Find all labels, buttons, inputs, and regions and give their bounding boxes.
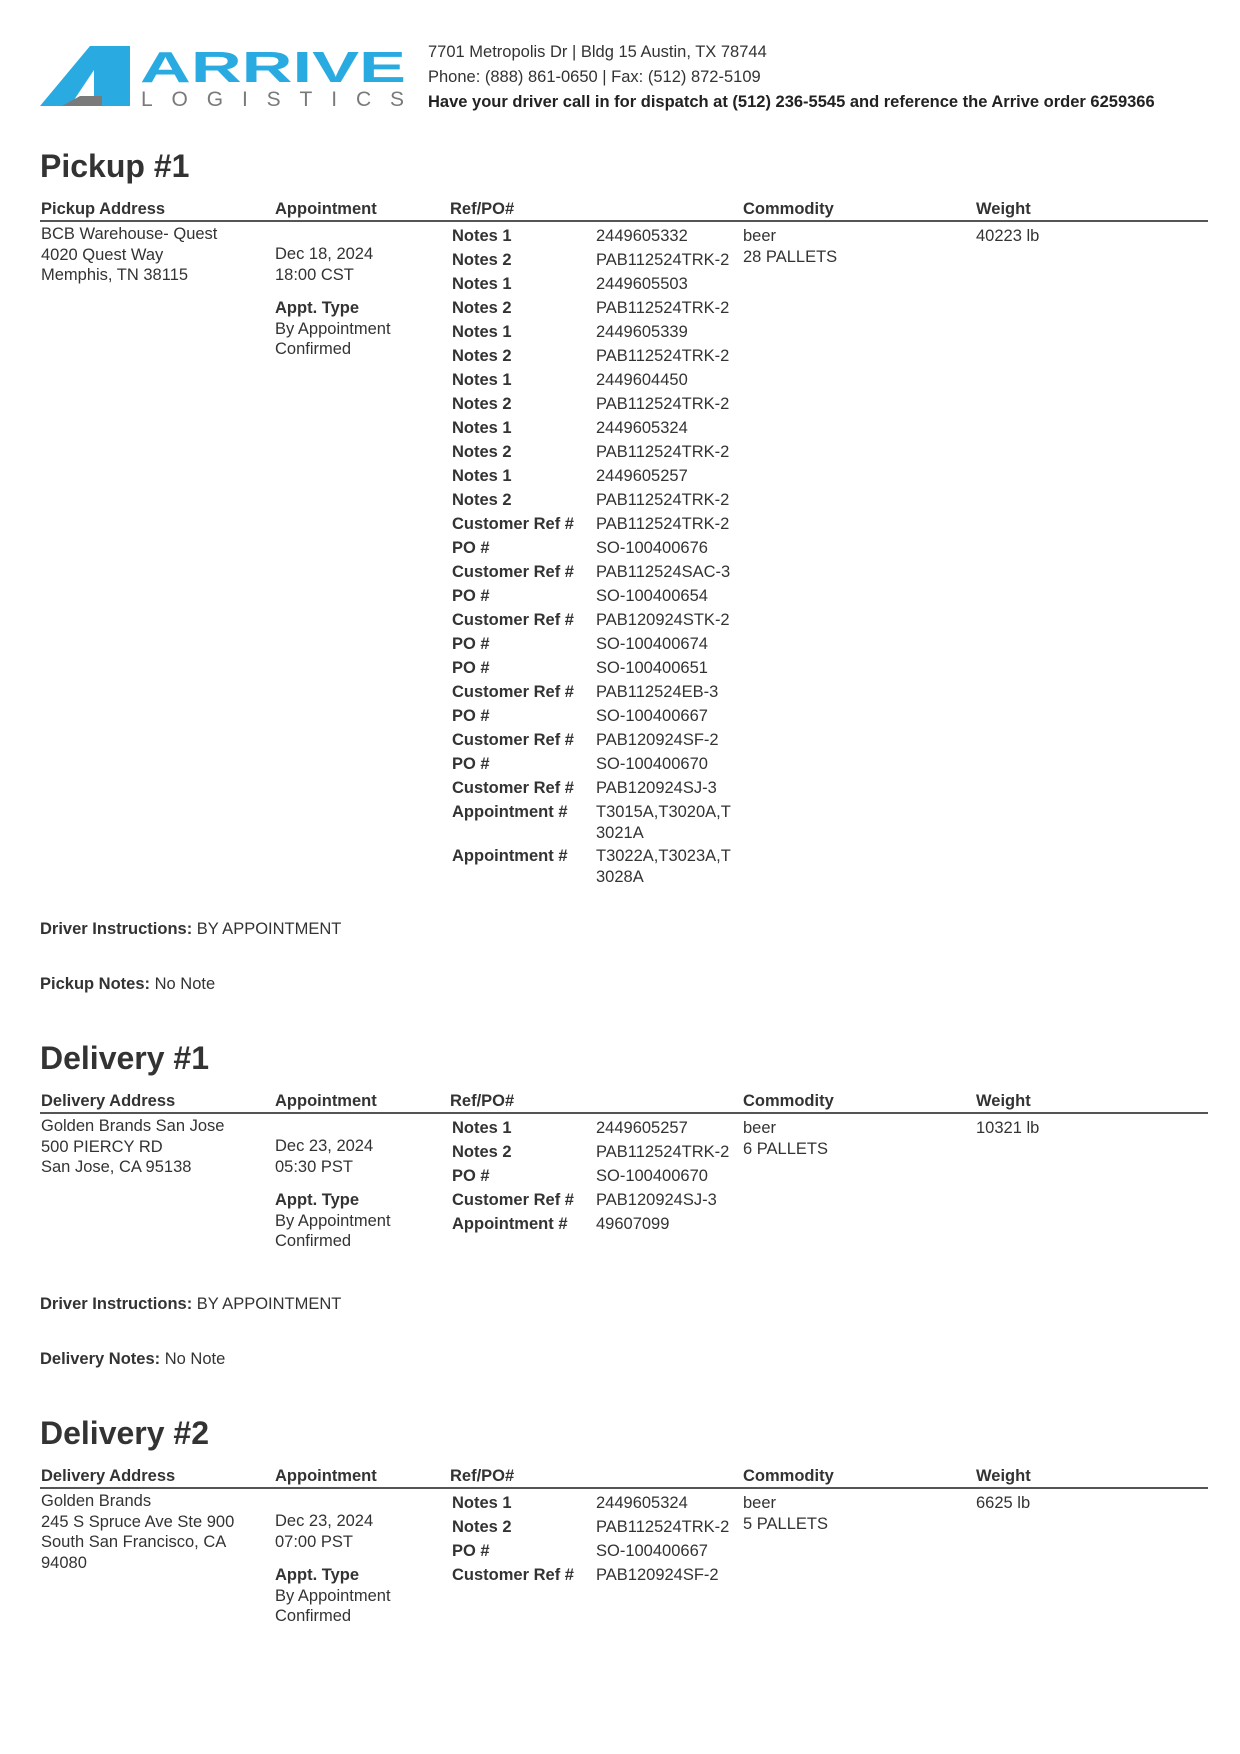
company-address: 7701 Metropolis Dr | Bldg 15 Austin, TX 78744	[428, 43, 767, 61]
address-line: Golden Brands San Jose	[41, 1117, 225, 1135]
appt-type-value: By Appointment	[275, 319, 391, 338]
ref-value: 2449605257	[596, 467, 688, 485]
driver-instructions-value: BY APPOINTMENT	[196, 1295, 342, 1313]
appt-type-value: By Appointment	[275, 1211, 391, 1230]
ref-label: Notes 2	[452, 1518, 512, 1536]
ref-value: 2449605503	[596, 275, 688, 293]
appt-type-label: Appt. Type	[275, 299, 360, 317]
delivery-1-notes	[40, 1350, 225, 1369]
appointment-header: Appointment	[275, 1467, 377, 1485]
delivery-2-section	[40, 1413, 1208, 1625]
weight-header: Weight	[976, 1467, 1031, 1485]
ref-label: PO #	[452, 755, 490, 773]
ref-label: Notes 2	[452, 491, 512, 509]
ref-value: PAB112524TRK-2	[596, 347, 730, 365]
address-line: Golden Brands	[41, 1492, 152, 1510]
logo-text: ARRIVE	[140, 44, 406, 92]
section-title: Delivery #1	[40, 1040, 210, 1076]
address-header: Delivery Address	[41, 1092, 176, 1110]
commodity-header: Commodity	[743, 1092, 834, 1110]
appt-type-label: Appt. Type	[275, 1191, 360, 1209]
ref-value: PAB120924SJ-3	[596, 779, 717, 797]
weight: 40223 lb	[976, 227, 1040, 245]
ref-row	[452, 1214, 742, 1238]
ref-row	[452, 610, 742, 634]
ref-label: PO #	[452, 635, 490, 653]
commodity-name: beer	[743, 227, 777, 245]
ref-value: PAB112524TRK-2	[596, 443, 730, 461]
address-line: 500 PIERCY RD	[41, 1137, 163, 1156]
appointment-time: 07:00 PST	[275, 1532, 353, 1551]
ref-label: PO #	[452, 707, 490, 725]
address-line: 4020 Quest Way	[41, 245, 164, 264]
column-headers	[40, 1090, 1208, 1114]
weight: 6625 lb	[976, 1494, 1031, 1512]
ref-row	[452, 778, 742, 802]
ref-value: 2449605324	[596, 1494, 688, 1512]
delivery-notes-value: No Note	[164, 1350, 226, 1368]
pickup-driver-instructions	[40, 920, 341, 939]
ref-value: PAB112524TRK-2	[596, 1143, 730, 1161]
ref-label: Notes 2	[452, 443, 512, 461]
ref-list	[452, 1118, 742, 1238]
commodity	[743, 1493, 828, 1534]
delivery-notes-label: Delivery Notes:	[40, 1350, 161, 1368]
driver-instructions-label: Driver Instructions:	[40, 920, 193, 938]
address-header: Delivery Address	[41, 1467, 176, 1485]
ref-label: PO #	[452, 1167, 490, 1185]
pickup-address	[41, 224, 261, 286]
pickup-section	[40, 146, 1208, 886]
ref-row	[452, 490, 742, 514]
ref-value: SO-100400667	[596, 1542, 708, 1560]
ref-row	[452, 442, 742, 466]
ref-row	[452, 322, 742, 346]
ref-label: Customer Ref #	[452, 1566, 574, 1584]
delivery-1-driver-instructions	[40, 1295, 341, 1314]
ref-list	[452, 1493, 742, 1589]
ref-value: SO-100400670	[596, 755, 708, 773]
section-title: Pickup #1	[40, 148, 190, 184]
address-header: Pickup Address	[41, 200, 166, 218]
ref-label: Customer Ref #	[452, 731, 574, 749]
ref-row	[452, 226, 742, 250]
ref-label: Appointment #	[452, 1215, 568, 1233]
ref-value: PAB112524TRK-2	[596, 515, 730, 533]
address-line: South San Francisco, CA	[41, 1533, 227, 1551]
ref-value: PAB112524EB-3	[596, 683, 719, 701]
ref-po-header: Ref/PO#	[450, 200, 515, 218]
ref-label: Notes 1	[452, 275, 512, 293]
company-phone: Phone: (888) 861-0650 | Fax: (512) 872-5109	[428, 68, 761, 86]
ref-row	[452, 298, 742, 322]
ref-value: SO-100400651	[596, 659, 708, 677]
appt-status: Confirmed	[275, 1232, 352, 1250]
weight: 10321 lb	[976, 1119, 1040, 1137]
ref-row	[452, 586, 742, 610]
ref-row	[452, 562, 742, 586]
ref-label: Customer Ref #	[452, 683, 574, 701]
pickup-notes-value: No Note	[154, 975, 216, 993]
ref-row	[452, 1541, 742, 1565]
ref-row	[452, 1142, 742, 1166]
commodity	[743, 226, 837, 267]
address-line: San Jose, CA 95138	[41, 1158, 192, 1176]
ref-label: PO #	[452, 659, 490, 677]
ref-label: Notes 1	[452, 1494, 512, 1512]
ref-label: Notes 2	[452, 299, 512, 317]
ref-label: Customer Ref #	[452, 779, 574, 797]
commodity-name: beer	[743, 1494, 777, 1512]
ref-value: 2449604450	[596, 371, 688, 389]
ref-row	[452, 1118, 742, 1142]
ref-label: Customer Ref #	[452, 611, 574, 629]
driver-instructions-value: BY APPOINTMENT	[196, 920, 342, 938]
ref-row	[452, 1190, 742, 1214]
appt-type-label: Appt. Type	[275, 1566, 360, 1584]
appointment	[275, 1136, 445, 1252]
arrive-logistics-logo	[40, 44, 410, 112]
ref-label: Notes 2	[452, 251, 512, 269]
address-line: Memphis, TN 38115	[41, 266, 189, 284]
ref-value: PAB120924SJ-3	[596, 1191, 717, 1209]
ref-value: 2449605332	[596, 227, 688, 245]
ref-label: Customer Ref #	[452, 563, 574, 581]
ref-value: 49607099	[596, 1215, 670, 1233]
delivery-1-section	[40, 1038, 1208, 1250]
commodity-quantity: 5 PALLETS	[743, 1514, 828, 1533]
ref-row	[452, 754, 742, 778]
ref-label: Notes 2	[452, 395, 512, 413]
ref-row	[452, 634, 742, 658]
ref-row	[452, 250, 742, 274]
commodity-name: beer	[743, 1119, 777, 1137]
driver-instructions-label: Driver Instructions:	[40, 1295, 193, 1313]
ref-label: Notes 1	[452, 323, 512, 341]
ref-label: PO #	[452, 587, 490, 605]
ref-label: Notes 1	[452, 371, 512, 389]
ref-row	[452, 466, 742, 490]
ref-row	[452, 418, 742, 442]
appointment-date: Dec 23, 2024	[275, 1137, 374, 1155]
ref-row	[452, 1493, 742, 1517]
ref-row	[452, 1166, 742, 1190]
delivery-address	[41, 1491, 261, 1573]
delivery-address	[41, 1116, 261, 1178]
appointment-date: Dec 23, 2024	[275, 1512, 374, 1530]
ref-value: PAB120924SF-2	[596, 1566, 719, 1584]
ref-label: Notes 2	[452, 347, 512, 365]
ref-row	[452, 274, 742, 298]
ref-row	[452, 370, 742, 394]
ref-row	[452, 730, 742, 754]
ref-value: PAB112524TRK-2	[596, 395, 730, 413]
ref-row	[452, 514, 742, 538]
commodity	[743, 1118, 828, 1159]
appointment	[275, 1511, 445, 1627]
ref-label: Customer Ref #	[452, 515, 574, 533]
ref-label: Notes 1	[452, 419, 512, 437]
ref-value: PAB112524TRK-2	[596, 299, 730, 317]
appt-status: Confirmed	[275, 1607, 352, 1625]
ref-value: PAB112524TRK-2	[596, 491, 730, 509]
ref-row	[452, 394, 742, 418]
ref-label: Notes 2	[452, 1143, 512, 1161]
ref-value: SO-100400674	[596, 635, 708, 653]
commodity-quantity: 28 PALLETS	[743, 247, 838, 266]
ref-value: 2449605324	[596, 419, 688, 437]
ref-label: PO #	[452, 539, 490, 557]
ref-label: Customer Ref #	[452, 1191, 574, 1209]
ref-value: T3022A,T3023A,T3028A	[596, 847, 731, 886]
ref-label: Appointment #	[452, 803, 568, 821]
address-line: 245 S Spruce Ave Ste 900	[41, 1512, 235, 1531]
ref-value: PAB120924STK-2	[596, 611, 730, 629]
ref-po-header: Ref/PO#	[450, 1092, 515, 1110]
address-line: BCB Warehouse- Quest	[41, 225, 218, 243]
ref-value: SO-100400670	[596, 1167, 708, 1185]
ref-label: Appointment #	[452, 847, 568, 865]
weight-header: Weight	[976, 1092, 1031, 1110]
ref-row	[452, 682, 742, 706]
column-headers	[40, 198, 1208, 222]
ref-row	[452, 846, 742, 890]
column-headers	[40, 1465, 1208, 1489]
appointment-date: Dec 18, 2024	[275, 245, 374, 263]
ref-value: SO-100400667	[596, 707, 708, 725]
ref-value: 2449605257	[596, 1119, 688, 1137]
ref-value: PAB112524TRK-2	[596, 1518, 730, 1536]
ref-value: PAB120924SF-2	[596, 731, 719, 749]
commodity-header: Commodity	[743, 1467, 834, 1485]
commodity-quantity: 6 PALLETS	[743, 1139, 828, 1158]
ref-po-header: Ref/PO#	[450, 1467, 515, 1485]
ref-value: PAB112524TRK-2	[596, 251, 730, 269]
ref-value: SO-100400654	[596, 587, 708, 605]
ref-value: PAB112524SAC-3	[596, 563, 731, 581]
weight-header: Weight	[976, 200, 1031, 218]
ref-value: T3015A,T3020A,T3021A	[596, 803, 731, 842]
appointment-header: Appointment	[275, 1092, 377, 1110]
appointment-time: 05:30 PST	[275, 1157, 353, 1176]
ref-row	[452, 706, 742, 730]
appt-type-value: By Appointment	[275, 1586, 391, 1605]
commodity-header: Commodity	[743, 200, 834, 218]
pickup-notes	[40, 975, 215, 994]
pickup-notes-label: Pickup Notes:	[40, 975, 151, 993]
ref-label: Notes 1	[452, 467, 512, 485]
address-line: 94080	[41, 1553, 87, 1572]
company-info	[428, 40, 1155, 115]
ref-row	[452, 802, 742, 846]
ref-row	[452, 1517, 742, 1541]
appointment-time: 18:00 CST	[275, 265, 354, 284]
appt-status: Confirmed	[275, 340, 352, 358]
section-title: Delivery #2	[40, 1415, 210, 1451]
ref-row	[452, 346, 742, 370]
logo-subtext: LOGISTICS	[141, 88, 404, 111]
appointment-header: Appointment	[275, 200, 377, 218]
ref-label: Notes 1	[452, 1119, 512, 1137]
ref-row	[452, 1565, 742, 1589]
dispatch-instructions: Have your driver call in for dispatch at (512) 236-5545 and reference the Arrive order 6259366	[428, 93, 1155, 111]
ref-label: Notes 1	[452, 227, 512, 245]
ref-value: SO-100400676	[596, 539, 708, 557]
ref-label: PO #	[452, 1542, 490, 1560]
ref-row	[452, 538, 742, 562]
appointment	[275, 244, 445, 360]
ref-row	[452, 658, 742, 682]
ref-list	[452, 226, 742, 890]
ref-value: 2449605339	[596, 323, 688, 341]
